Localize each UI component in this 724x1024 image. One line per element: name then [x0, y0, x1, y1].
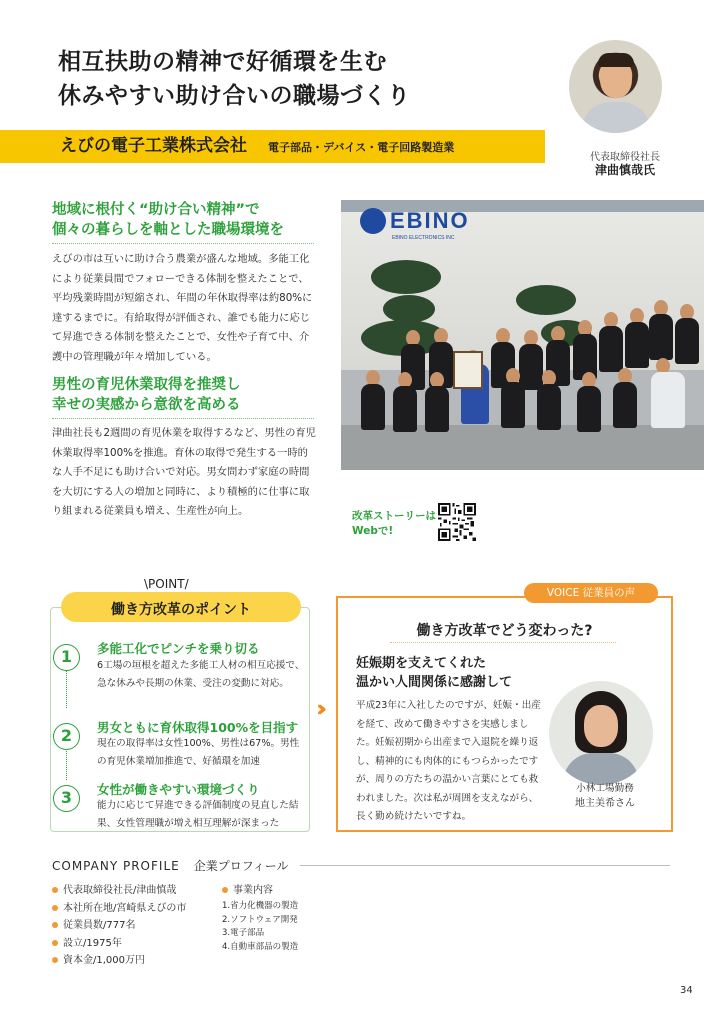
profile-heading: [52, 857, 289, 874]
ceo-name: 津曲慎哉氏: [594, 163, 655, 177]
profile-item-ceo: 代表取締役社長/津曲慎哉: [52, 882, 186, 900]
voice-title: 働き方改革でどう変わった?: [416, 623, 593, 639]
company-name: えびの電子工業株式会社: [60, 136, 247, 156]
web-story-line1: 改革ストーリーは: [352, 510, 436, 522]
section1-body: えびの市は互いに助け合う農業が盛んな地域。多能工化により従業員間でフォローできる体制を整えたことで、平均残業時間が短縮され、年間の年休取得率は約80%に達するまでに。有給取得が評価され、誰でも能力に応じて昇進できる体制を整えたことで、女性や子育て中、介護中の管理職が年々増加している。: [52, 253, 313, 363]
business-item-2: 2.ソフトウェア開発: [222, 914, 298, 925]
logo-text: EBINO: [390, 208, 470, 233]
point-title: 働き方改革のポイント: [111, 602, 251, 618]
voice-heading: [356, 654, 512, 692]
employee-portrait: [549, 681, 653, 785]
web-story-line2: Webで!: [352, 525, 394, 537]
section2-body: 津曲社長も2週間の育児休業を取得するなど、男性の育児休業取得率100%を推進。育休の取得で発生する一時的な人手不足にも助け合いで対応。男女問わず家庭の時間を大切にする人の増加と同時に、より積極的に仕事に取り組まれる従業員も増え、生産性が向上。: [52, 427, 316, 517]
section2-heading: [52, 375, 241, 415]
company-category: 電子部品・デバイス・電子回路製造業: [268, 141, 455, 154]
point-connector-1: [66, 668, 67, 708]
employee-role: 小林工場勤務: [576, 783, 634, 794]
point-connector-2: [66, 748, 67, 780]
point-number-2: 2: [53, 723, 80, 750]
voice-body: 平成23年に入社したのですが、妊娠・出産を経て、改めて働きやすさを実感しました。妊娠初期から出産まで入退院を繰り返し、精神的にも肉体的にもつらかったですが、周りの方たちの温かい言葉にとても救われました。次は私が周囲を支えながら、長く勤め続けたいですね。: [356, 700, 541, 822]
headline-line-2: 休みやすい助け合いの職場づくり: [58, 83, 411, 109]
business-item-3: 3.電子部品: [222, 928, 265, 938]
profile-list: [52, 882, 186, 970]
ceo-portrait: [569, 40, 662, 133]
section1-rule: [52, 243, 314, 244]
profile-rule: [300, 865, 670, 866]
profile-title-en: COMPANY PROFILE: [52, 859, 180, 873]
page-number: 34: [680, 985, 693, 996]
qr-code-icon[interactable]: [438, 503, 476, 541]
group-photo: [341, 200, 704, 470]
point-text-3: 能力に応じて昇進できる評価制度の見直した結果、女性管理職が増え相互理解が深まった: [97, 800, 299, 829]
page-headline: [58, 45, 411, 113]
ceo-title: 代表取締役社長: [590, 152, 660, 163]
logo-mark-icon: [360, 208, 386, 234]
point-heading-3: 女性が働きやすい環境づくり: [97, 782, 260, 797]
employee-name: 地主美希さん: [575, 798, 635, 809]
business-item-1: 1.省力化機器の製造: [222, 901, 299, 911]
business-heading: 事業内容: [222, 882, 273, 900]
business-list: [222, 900, 298, 954]
profile-item-hq: 本社所在地/宮崎県えびの市: [52, 900, 186, 918]
profile-item-employees: 従業員数/777名: [52, 917, 186, 935]
section2-rule: [52, 418, 314, 419]
profile-item-founded: 設立/1975年: [52, 935, 186, 953]
section1-heading: [52, 200, 284, 240]
voice-heading-line1: 妊娠期を支えてくれた: [356, 656, 487, 671]
voice-heading-line2: 温かい人間関係に感謝して: [356, 675, 513, 690]
point-number-1: 1: [53, 644, 80, 671]
profile-title-jp: 企業プロフィール: [193, 859, 289, 873]
section1-heading-line2: 個々の暮らしを軸とした職場環境を: [52, 222, 284, 238]
point-heading-2: 男女ともに育休取得100%を目指す: [97, 720, 299, 735]
section1-heading-line1: 地域に根付く“助け合い精神”で: [52, 202, 260, 218]
section2-heading-line2: 幸せの実感から意欲を高める: [52, 397, 241, 413]
profile-item-capital: 資本金/1,000万円: [52, 952, 186, 970]
point-number-3: 3: [53, 785, 80, 812]
point-label: \POINT/: [144, 577, 189, 591]
point-text-1: 6工場の垣根を超えた多能工人材の相互応援で、急な休みや長期の休業、受注の変動に対応。: [97, 660, 305, 689]
voice-rule: [390, 642, 616, 643]
business-item-4: 4.自動車部品の製造: [222, 941, 299, 952]
logo-subtext: EBINO ELECTRONICS INC: [392, 235, 455, 241]
web-story-label: [352, 509, 436, 539]
headline-line-1: 相互扶助の精神で好循環を生む: [58, 49, 387, 75]
certificate: [453, 351, 483, 389]
company-logo: [356, 206, 516, 246]
point-text-2: 現在の取得率は女性100%、男性は67%。男性の育児休業増加推進で、好循環を加速: [97, 738, 300, 767]
voice-tag: VOICE 従業員の声: [524, 583, 658, 603]
point-heading-1: 多能工化でピンチを乗り切る: [97, 641, 260, 656]
section2-heading-line1: 男性の育児休業取得を推奨し: [52, 377, 241, 393]
